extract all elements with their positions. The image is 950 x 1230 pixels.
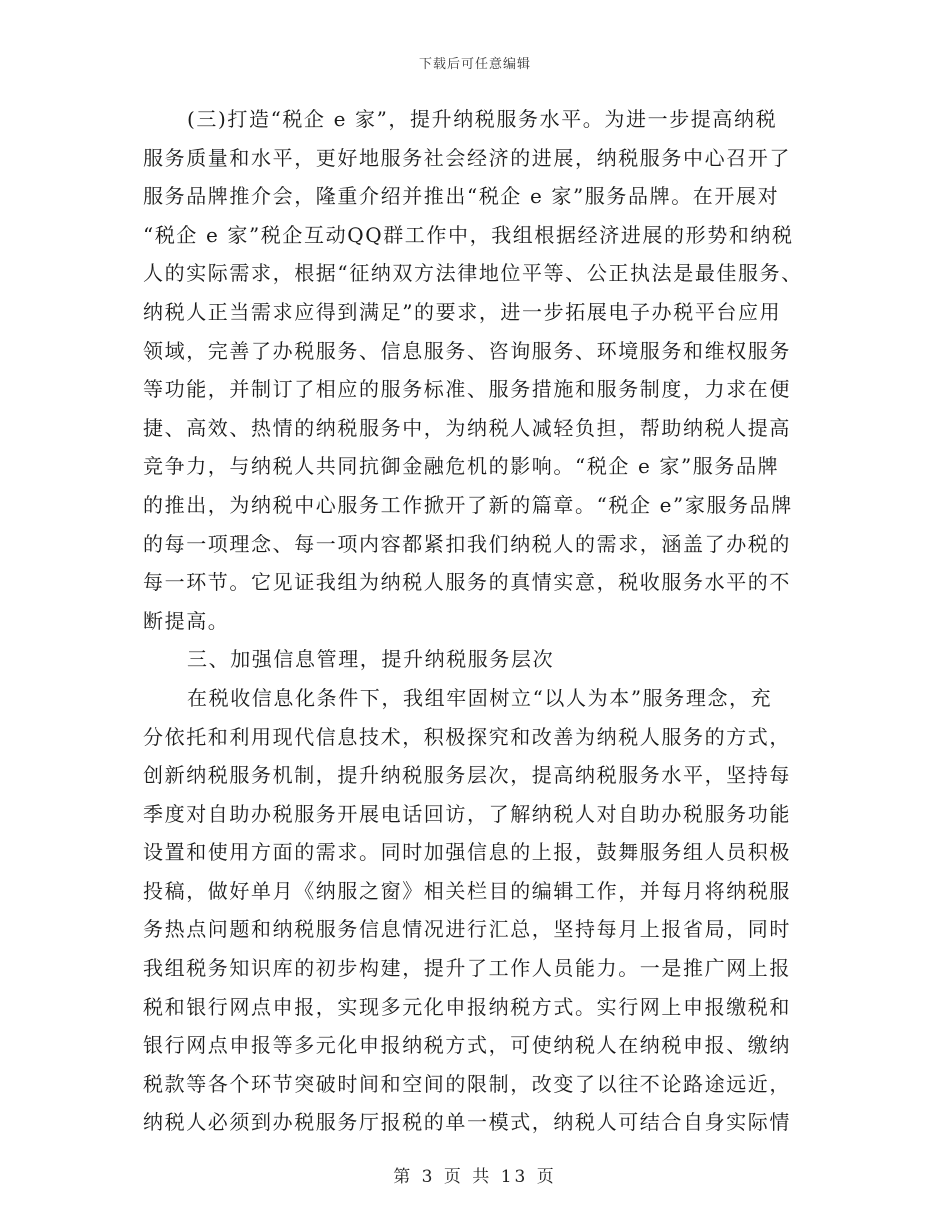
paragraph-line: 创新纳税服务机制，提升纳税服务层次，提高纳税服务水平，坚持每 [143,763,791,788]
paragraph-line: 等功能，并制订了相应的服务标准、服务措施和服务制度，力求在便 [143,377,791,402]
paragraph-line: 服务质量和水平，更好地服务社会经济的进展，纳税服务中心召开了 [143,145,791,170]
document-body [143,100,813,1142]
section-heading: 三、加强信息管理，提升纳税服务层次 [187,647,555,672]
paragraph-line: 税和银行网点申报，实现多元化申报纳税方式。实行网上申报缴税和 [143,994,791,1019]
paragraph-line: 季度对自助办税服务开展电话回访，了解纳税人对自助办税服务功能 [143,801,791,826]
paragraph-line: 纳税人必须到办税服务厅报税的单一模式，纳税人可结合自身实际情 [143,1110,791,1135]
paragraph-line: 税款等各个环节突破时间和空间的限制，改变了以往不论路途远近， [143,1071,791,1096]
paragraph-line: 纳税人正当需求应得到满足”的要求，进一步拓展电子办税平台应用 [143,299,782,324]
paragraph-line: 的每一项理念、每一项内容都紧扣我们纳税人的需求，涵盖了办税的 [143,531,791,556]
paragraph-line: 务热点问题和纳税服务信息情况进行汇总，坚持每月上报省局，同时 [143,917,791,942]
paragraph-line: 领域，完善了办税服务、信息服务、咨询服务、环境服务和维权服务 [143,338,791,363]
paragraph-line: 断提高。 [143,608,230,633]
paragraph-line: 每一环节。它见证我组为纳税人服务的真情实意，税收服务水平的不 [143,570,791,595]
paragraph-line: “税企 e 家”税企互动QQ群工作中，我组根据经济进展的形势和纳税 [143,222,794,247]
paragraph-line: 在税收信息化条件下，我组牢固树立“以人为本”服务理念，充 [187,685,773,710]
paragraph-line: (三)打造“税企 e 家”，提升纳税服务水平。为进一步提高纳税 [187,107,778,131]
paragraph-line: 银行网点申报等多元化申报纳税方式，可使纳税人在纳税申报、缴纳 [143,1033,791,1058]
paragraph-line: 竞争力，与纳税人共同抗御金融危机的影响。“税企 e 家”服务品牌 [143,454,780,479]
paragraph-line: 捷、高效、热情的纳税服务中，为纳税人减轻负担，帮助纳税人提高 [143,415,791,440]
paragraph-line: 的推出，为纳税中心服务工作掀开了新的篇章。“税企 e”家服务品牌 [143,492,793,517]
paragraph-line: 投稿，做好单月《纳服之窗》相关栏目的编辑工作，并每月将纳税服 [143,878,791,903]
paragraph-line: 分依托和利用现代信息技术，积极探究和改善为纳税人服务的方式， [143,724,791,749]
paragraph-line: 服务品牌推介会，隆重介绍并推出“税企 e 家”服务品牌。在开展对 [143,184,780,209]
page-number-footer: 第 3 页 共 13 页 [393,1167,557,1187]
paragraph-line: 设置和使用方面的需求。同时加强信息的上报，鼓舞服务组人员积极 [143,840,791,865]
page-header: 下载后可任意编辑 [418,57,531,72]
paragraph-line: 我组税务知识库的初步构建，提升了工作人员能力。一是推广网上报 [143,956,791,981]
paragraph-line: 人的实际需求，根据“征纳双方法律地位平等、公正执法是最佳服务、 [143,261,803,286]
